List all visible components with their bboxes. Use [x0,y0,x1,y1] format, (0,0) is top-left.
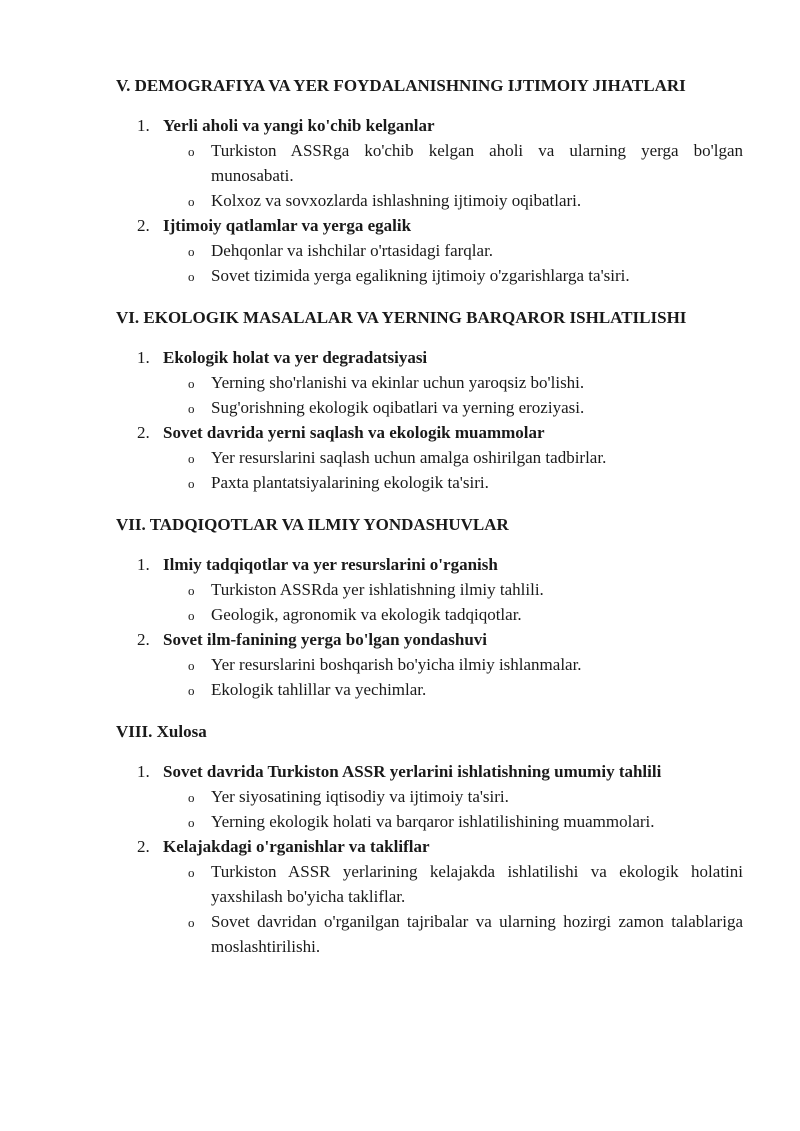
section-viii [116,719,743,959]
section-heading: VIII. Xulosa [116,722,207,741]
item-title: Yerli aholi va yangi ko'chib kelganlar [163,116,435,135]
bullet-item [116,188,743,213]
bullet-icon: o [188,269,195,284]
bullet-icon: o [188,194,195,209]
bullet-text: Yerning ekologik holati va barqaror ishlatilishining muammolari. [211,812,655,831]
bullet-item [116,859,743,909]
bullet-item [116,577,743,602]
bullet-icon: o [188,476,195,491]
bullet-icon: o [188,790,195,805]
bullet-icon: o [188,608,195,623]
item-number: 2. [137,423,150,442]
list-item [116,552,743,627]
bullet-list [116,859,743,959]
item-number: 1. [137,348,150,367]
bullet-text: Turkiston ASSRga ko'chib kelgan aholi va ularning yerga bo'lgan munosabati. [211,141,743,185]
item-number: 2. [137,837,150,856]
bullet-text: Kolxoz va sovxozlarda ishlashning ijtimoiy oqibatlari. [211,191,582,210]
bullet-item [116,909,743,959]
bullet-text: Yer resurslarini saqlash uchun amalga oshirilgan tadbirlar. [211,448,607,467]
bullet-list [116,784,743,834]
item-number: 1. [137,555,150,574]
section-heading: V. DEMOGRAFIYA VA YER FOYDALANISHNING IJTIMOIY JIHATLARI [116,76,686,95]
numbered-list [116,552,743,702]
bullet-text: Sug'orishning ekologik oqibatlari va yerning eroziyasi. [211,398,585,417]
bullet-list [116,138,743,213]
item-title: Sovet davrida Turkiston ASSR yerlarini ishlatishning umumiy tahlili [163,762,662,781]
bullet-text: Paxta plantatsiyalarining ekologik ta'siri. [211,473,489,492]
bullet-item [116,138,743,188]
bullet-icon: o [188,144,195,159]
bullet-text: Turkiston ASSRda yer ishlatishning ilmiy tahlili. [211,580,544,599]
bullet-text: Yer siyosatining iqtisodiy va ijtimoiy ta'siri. [211,787,509,806]
item-title: Ijtimoiy qatlamlar va yerga egalik [163,216,412,235]
bullet-item [116,238,743,263]
bullet-item [116,263,743,288]
bullet-text: Sovet tizimida yerga egalikning ijtimoiy o'zgarishlarga ta'siri. [211,266,630,285]
bullet-text: Sovet davridan o'rganilgan tajribalar va ularning hozirgi zamon talablariga moslashtirilishi. [211,912,743,956]
item-number: 1. [137,116,150,135]
bullet-item [116,652,743,677]
bullet-item [116,445,743,470]
item-number: 2. [137,216,150,235]
bullet-text: Ekologik tahlillar va yechimlar. [211,680,427,699]
section-v [116,73,743,288]
item-title: Ekologik holat va yer degradatsiyasi [163,348,428,367]
section-heading: VII. TADQIQOTLAR VA ILMIY YONDASHUVLAR [116,515,509,534]
bullet-item [116,370,743,395]
bullet-list [116,370,743,420]
bullet-item [116,784,743,809]
bullet-text: Dehqonlar va ishchilar o'rtasidagi farqlar. [211,241,494,260]
item-number: 1. [137,762,150,781]
bullet-list [116,445,743,495]
numbered-list [116,113,743,288]
document-page [116,73,743,976]
item-title: Kelajakdagi o'rganishlar va takliflar [163,837,430,856]
section-vi [116,305,743,495]
bullet-text: Yerning sho'rlanishi va ekinlar uchun yaroqsiz bo'lishi. [211,373,585,392]
bullet-icon: o [188,376,195,391]
bullet-text: Geologik, agronomik va ekologik tadqiqotlar. [211,605,522,624]
list-item [116,113,743,213]
bullet-icon: o [188,865,195,880]
bullet-list [116,652,743,702]
bullet-item [116,809,743,834]
bullet-icon: o [188,815,195,830]
section-heading: VI. EKOLOGIK MASALALAR VA YERNING BARQAROR ISHLATILISHI [116,308,687,327]
bullet-item [116,395,743,420]
list-item [116,420,743,495]
bullet-text: Turkiston ASSR yerlarining kelajakda ishlatilishi va ekologik holatini yaxshilash bo'yicha takliflar. [211,862,743,906]
list-item [116,834,743,959]
bullet-icon: o [188,244,195,259]
bullet-item [116,470,743,495]
bullet-list [116,577,743,627]
numbered-list [116,759,743,959]
list-item [116,345,743,420]
bullet-icon: o [188,451,195,466]
bullet-item [116,602,743,627]
section-vii [116,512,743,702]
item-title: Sovet davrida yerni saqlash va ekologik muammolar [163,423,545,442]
item-title: Ilmiy tadqiqotlar va yer resurslarini o'rganish [163,555,498,574]
bullet-icon: o [188,583,195,598]
item-title: Sovet ilm-fanining yerga bo'lgan yondashuvi [163,630,488,649]
bullet-icon: o [188,401,195,416]
list-item [116,627,743,702]
bullet-icon: o [188,915,195,930]
bullet-item [116,677,743,702]
list-item [116,759,743,834]
bullet-list [116,238,743,288]
bullet-text: Yer resurslarini boshqarish bo'yicha ilmiy ishlanmalar. [211,655,582,674]
item-number: 2. [137,630,150,649]
list-item [116,213,743,288]
bullet-icon: o [188,658,195,673]
bullet-icon: o [188,683,195,698]
numbered-list [116,345,743,495]
